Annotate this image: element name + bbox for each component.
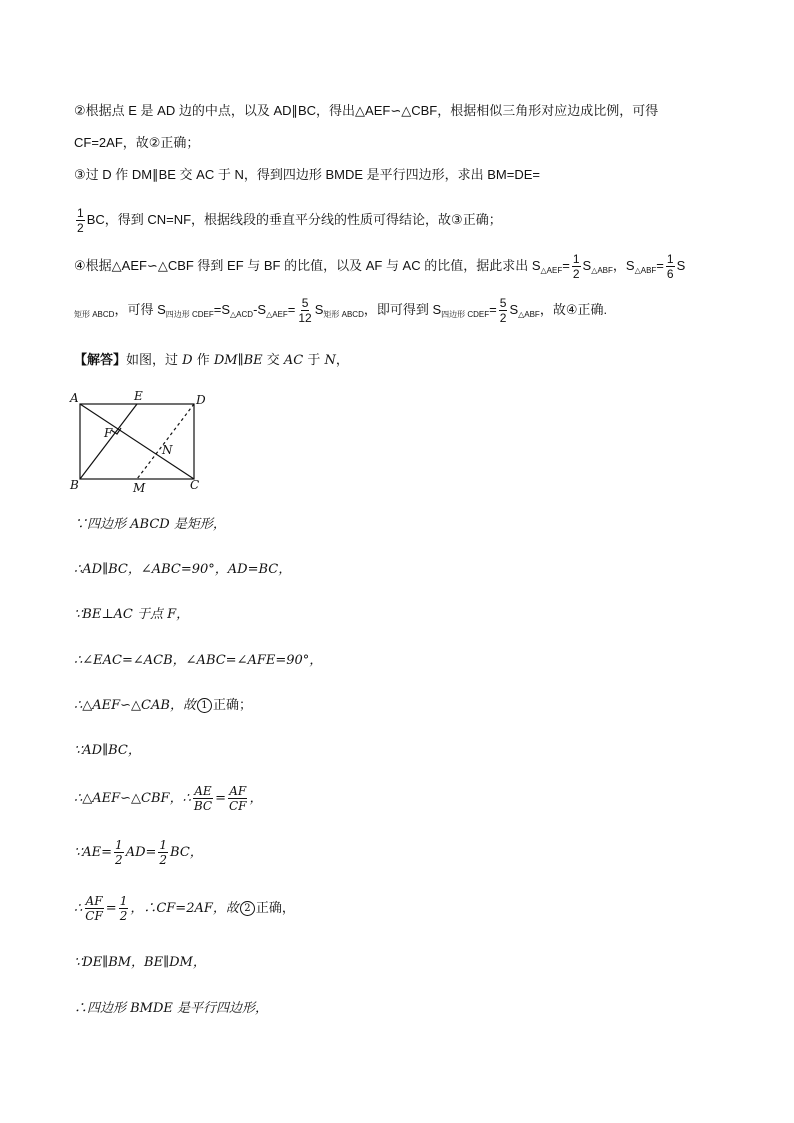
text: 于	[303, 353, 325, 368]
fraction-denominator: 2	[499, 311, 507, 325]
segment-be	[80, 404, 137, 479]
label-c: C	[190, 478, 200, 492]
step-11: ∴四边形 BMDE 是平行四边形，	[74, 1001, 269, 1016]
math-var: D	[182, 353, 193, 368]
text: 正确；	[212, 698, 252, 713]
text: =S	[213, 301, 231, 317]
label-d: D	[196, 393, 206, 407]
analysis-item4-line1	[74, 252, 685, 281]
step-5	[74, 697, 252, 715]
analysis-item3-line2	[74, 206, 502, 235]
equals: =	[562, 257, 570, 273]
math-var: AC	[283, 353, 304, 368]
fraction	[499, 296, 508, 325]
subscript: △ABF	[634, 265, 657, 275]
symbol-s: S	[582, 257, 592, 273]
fraction	[297, 296, 312, 325]
fraction-af-cf	[84, 894, 104, 923]
diagonal-ac	[80, 404, 194, 479]
circled-number: 1	[197, 698, 212, 713]
fraction-numerator: AE	[194, 784, 212, 798]
subscript: 四边形 CDEF	[165, 309, 214, 319]
fraction-half	[158, 838, 168, 867]
equals: =	[489, 301, 497, 317]
fraction-numerator: 1	[119, 894, 128, 908]
analysis-item2-line1: ②根据点 E 是 AD 边的中点，以及 AD∥BC，得出△AEF∽△CBF，根据相似三角形对应边成比例，可得	[74, 103, 659, 118]
step-4: ∴∠EAC=∠ACB，∠ABC=∠AFE=90°，	[74, 653, 323, 668]
analysis-item4-text: ④根据△AEF∽△CBF 得到 EF 与 BF 的比值，以及 AF 与 AC 的比值，据此求出 S	[74, 257, 541, 273]
equals: =	[215, 791, 226, 806]
step-7	[74, 784, 263, 813]
step-1: ∵四边形 ABCD 是矩形，	[74, 517, 226, 532]
subscript: 四边形 CDEF	[441, 309, 490, 319]
subscript: △ABF	[591, 265, 613, 275]
subscript: △ABF	[518, 309, 540, 319]
subscript: 矩形 ABCD	[323, 309, 364, 319]
fraction-numerator: AF	[229, 784, 247, 798]
fraction-denominator: 12	[298, 311, 312, 325]
fraction-af-cf	[228, 784, 248, 813]
subscript: △AEF	[540, 265, 563, 275]
label-n: N	[162, 443, 173, 457]
text: ∴	[74, 901, 83, 916]
fraction-denominator: 2	[115, 853, 123, 867]
text: 如图，过	[126, 353, 183, 368]
fraction-numerator: 1	[666, 252, 674, 266]
text: ，即可得到 S	[363, 301, 442, 317]
text: ，	[335, 353, 349, 368]
math-expr: DM∥BE	[213, 353, 263, 368]
text: AD=	[125, 845, 157, 860]
fraction-numerator: 5	[499, 296, 507, 310]
fraction-numerator: 1	[77, 206, 84, 220]
fraction-denominator: 2	[159, 853, 168, 867]
equals: =	[287, 301, 296, 317]
text: -S	[253, 301, 267, 317]
text: BC，	[170, 845, 203, 860]
step-8	[74, 838, 203, 867]
text: ∴△AEF∽△CBF，∴	[74, 791, 191, 806]
solution-label: 【解答】	[74, 353, 127, 368]
equals: =	[656, 257, 664, 273]
text: ∵AE=	[74, 845, 113, 860]
fraction-denominator: CF	[85, 909, 103, 923]
fraction-denominator: BC	[193, 799, 213, 813]
step-6: ∵AD∥BC，	[74, 743, 141, 758]
label-a: A	[70, 391, 79, 405]
fraction-denominator: 2	[77, 221, 84, 235]
separator: ，S	[612, 257, 635, 273]
text: ，故④正确.	[539, 301, 608, 317]
equals: =	[105, 901, 117, 916]
fraction-numerator: 1	[159, 838, 168, 852]
symbol-s: S	[676, 257, 686, 273]
circled-number: 2	[240, 901, 255, 916]
subscript: 矩形 ABCD	[74, 309, 115, 319]
fraction-half	[76, 206, 85, 235]
fraction-denominator: 2	[119, 909, 128, 923]
fraction-half	[119, 894, 129, 923]
text: ∴△AEF∽△CAB，故	[74, 698, 196, 713]
fraction-denominator: CF	[229, 799, 247, 813]
label-f: F	[104, 426, 113, 440]
subscript: △AEF	[266, 309, 288, 319]
label-b: B	[70, 478, 79, 492]
text: 交	[262, 353, 284, 368]
fraction-denominator: 2	[572, 267, 580, 281]
math-var: N	[324, 353, 336, 368]
fraction-ae-bc	[193, 784, 213, 813]
step-10: ∵DE∥BM，BE∥DM，	[74, 955, 206, 970]
fraction	[572, 252, 581, 281]
text: 正确，	[255, 901, 295, 916]
analysis-item3-line1: ③过 D 作 DM∥BE 交 AC 于 N，得到四边形 BMDE 是平行四边形，求出 BM=DE=	[74, 167, 540, 182]
analysis-item4-line2	[74, 296, 607, 325]
text: ，可得 S	[114, 301, 166, 317]
subscript: △ACD	[230, 309, 254, 319]
analysis-item3-text: BC，得到 CN=NF，根据线段的垂直平分线的性质可得结论，故③正确；	[86, 211, 502, 227]
text: ，∴CF=2AF，故	[130, 901, 239, 916]
fraction-half	[114, 838, 124, 867]
fraction-numerator: AF	[85, 894, 103, 908]
symbol-s: S	[509, 301, 519, 317]
fraction	[666, 252, 675, 281]
step-3: ∵BE⊥AC 于点 F，	[74, 607, 190, 622]
analysis-item2-line2: CF=2AF，故②正确；	[74, 135, 200, 150]
label-e: E	[134, 389, 143, 403]
solution-header	[74, 352, 349, 370]
fraction-numerator: 5	[301, 296, 309, 310]
symbol-s: S	[314, 301, 324, 317]
fraction-denominator: 6	[666, 267, 674, 281]
geometry-figure	[66, 386, 216, 498]
fraction-numerator: 1	[115, 838, 123, 852]
step-2: ∴AD∥BC，∠ABC=90°，AD=BC，	[74, 562, 292, 577]
text: 作	[192, 353, 214, 368]
label-m: M	[133, 481, 146, 495]
fraction-numerator: 1	[572, 252, 580, 266]
text: ，	[249, 791, 263, 806]
step-9	[74, 894, 295, 923]
segment-dm-dashed	[137, 404, 194, 479]
